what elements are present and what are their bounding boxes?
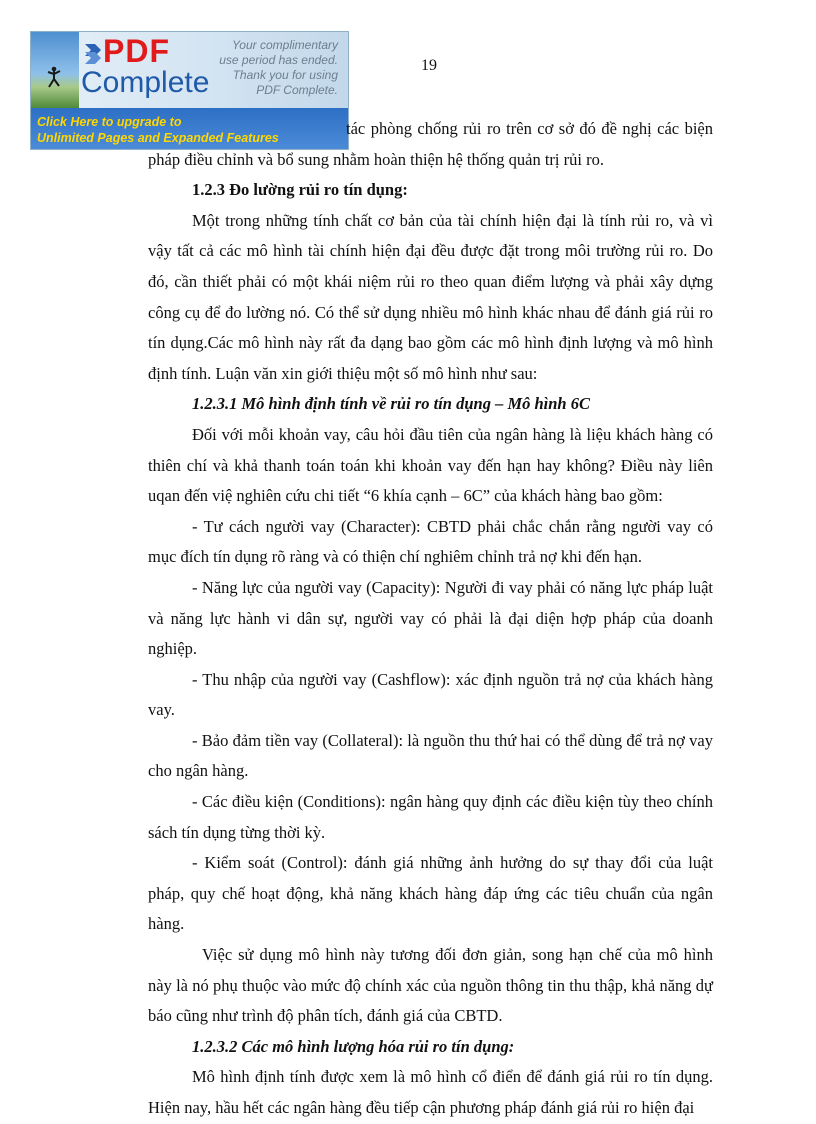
paragraph: Việc sử dụng mô hình này tương đối đơn giản, song hạn chế của mô hình này là nó phụ thuộc vào mức độ chính xác của nguồn thông tin thu thập, khả năng dự báo cũng như trình độ phân tích, đánh giá của CBTD. <box>148 945 713 1026</box>
paragraph: Đối với mỗi khoản vay, câu hỏi đầu tiên của ngân hàng là liệu khách hàng có thiên chí và khả thanh toán toán khi khoản vay đến hạn hay không? Điều này liên uqan đến việ nghiên cứu chi tiết “6 khía cạnh – 6C” của khách hàng bao gồm: <box>148 424 713 506</box>
list-item: - Các điều kiện (Conditions): ngân hàng quy định các điều kiện tùy theo chính sách tín dụng từng thời kỳ. <box>148 792 713 842</box>
banner-top <box>31 32 348 108</box>
paragraph: Mô hình định tính được xem là mô hình cổ điển để đánh giá rủi ro tín dụng. Hiện nay, hầu hết các ngân hàng đều tiếp cận phương pháp đánh giá rủi ro hiện đại <box>148 1067 713 1117</box>
banner-message-line: use period has ended. <box>219 53 338 67</box>
subsection-heading: 1.2.3.2 Các mô hình lượng hóa rủi ro tín dụng: <box>192 1036 515 1056</box>
document-body <box>148 114 713 1124</box>
upgrade-link-line[interactable]: Unlimited Pages and Expanded Features <box>37 131 279 145</box>
banner-photo <box>31 32 79 108</box>
banner-message-line: PDF Complete. <box>256 83 338 97</box>
section-heading: 1.2.3 Đo lường rủi ro tín dụng: <box>192 180 408 200</box>
list-item: - Bảo đảm tiền vay (Collateral): là nguồn thu thứ hai có thể dùng để trả nợ vay cho ngân hàng. <box>148 730 713 781</box>
pdf-logo-arrows-icon <box>83 40 103 66</box>
list-item: - Kiểm soát (Control): đánh giá những ảnh hưởng do sự thay đổi của luật pháp, quy chế hoạt động, khả năng khách hàng đáp ứng các tiêu chuẩn của ngân hàng. <box>148 853 713 934</box>
paragraph: Một trong những tính chất cơ bản của tài chính hiện đại là tính rủi ro, và vì vậy tất cả các mô hình tài chính hiện đại đều được đặt trong môi trường rủi ro. Do đó, cần thiết phải có một khái niệm rủi ro theo quan điểm lượng và phải xây dựng công cụ để đo lường nó. Có thể sử dụng nhiều mô hình khác nhau để đánh giá rủi ro tín dụng.Các mô hình này rất đa dạng bao gồm các mô hình định lượng và mô hình định tính. Luận văn xin giới thiệu một số mô hình như sau: <box>148 210 713 383</box>
logo-complete-text: Complete <box>81 66 210 99</box>
stick-figure-icon <box>47 66 61 88</box>
paragraph: tác phòng chống rủi ro trên cơ sở đó đề nghị các biện pháp điều chỉnh và bổ sung nhằm hoàn thiện hệ thống quản trị rủi ro. <box>148 119 713 169</box>
page-number: 19 <box>421 57 437 74</box>
upgrade-link-line[interactable]: Click Here to upgrade to <box>37 115 182 129</box>
subsection-heading: 1.2.3.1 Mô hình định tính về rủi ro tín dụng – Mô hình 6C <box>192 394 590 414</box>
banner-message-line: Thank you for using <box>232 68 338 82</box>
list-item: - Tư cách người vay (Character): CBTD phải chắc chắn rằng người vay có mục đích tín dụng rõ ràng và có thiện chí nghiêm chỉnh trả nợ khi đến hạn. <box>148 516 713 567</box>
banner-message-line: Your complimentary <box>231 38 338 52</box>
banner-message <box>219 38 338 98</box>
list-item: - Thu nhập của người vay (Cashflow): xác định nguồn trả nợ của khách hàng vay. <box>148 669 713 720</box>
logo-pdf-text: PDF <box>103 33 170 69</box>
list-item: - Năng lực của người vay (Capacity): Người đi vay phải có năng lực pháp luật và năng lực hành vi dân sự, người vay có phải là đại diện hợp pháp của doanh nghiệp. <box>148 577 713 659</box>
